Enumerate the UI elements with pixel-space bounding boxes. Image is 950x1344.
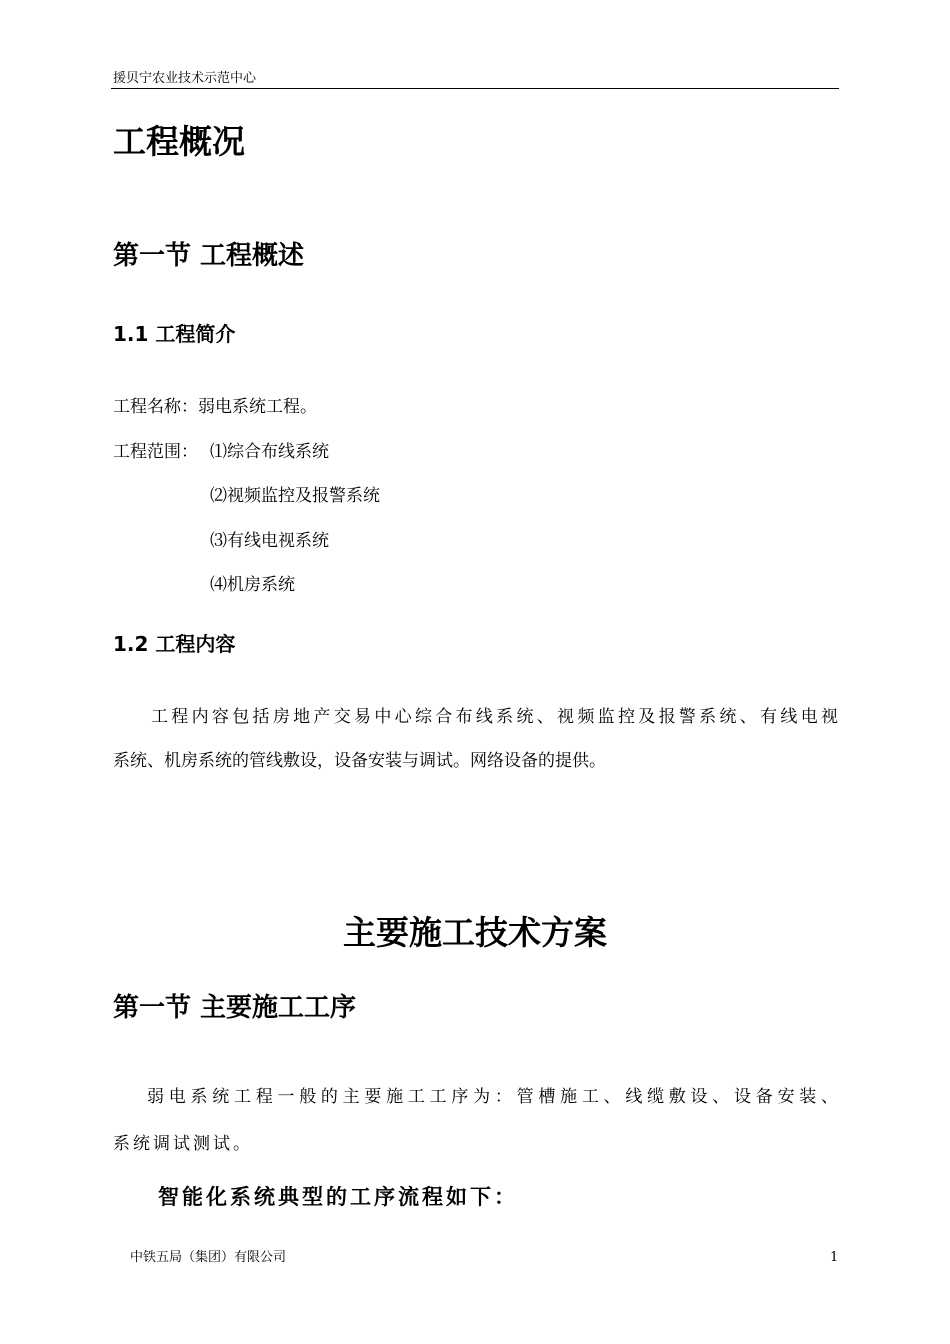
procedures-paragraph-line: 弱电系统工程一般的主要施工工序为：管槽施工、线缆敷设、设备安装、 — [147, 1087, 838, 1107]
section-title: 第一节 工程概述 — [113, 241, 305, 271]
subsection-title-content: 1.2 工程内容 — [113, 632, 236, 656]
procedures-paragraph-line: 系统调试测试。 — [113, 1134, 253, 1154]
scope-item: ⑵视频监控及报警系统 — [210, 486, 380, 506]
page-number: 1 — [830, 1250, 839, 1265]
chapter-title: 工程概况 — [113, 122, 245, 161]
subsection-title-intro: 1.1 工程简介 — [113, 322, 236, 346]
header-rule — [111, 88, 839, 89]
scope-item: ⑴综合布线系统 — [210, 442, 329, 462]
chapter-title-construction: 主要施工技术方案 — [343, 913, 607, 952]
flow-title: 智能化系统典型的工序流程如下： — [158, 1185, 518, 1209]
running-footer: 中铁五局（集团）有限公司 — [130, 1250, 287, 1265]
project-scope-label: 工程范围： — [113, 442, 198, 462]
scope-item: ⑷机房系统 — [210, 575, 295, 595]
project-name-line: 工程名称：弱电系统工程。 — [113, 397, 317, 417]
content-paragraph-line: 工程内容包括房地产交易中心综合布线系统、视频监控及报警系统、有线电视 — [151, 707, 838, 727]
section-title-procedures: 第一节 主要施工工序 — [113, 993, 357, 1023]
running-header: 援贝宁农业技术示范中心 — [113, 71, 257, 86]
content-paragraph-line: 系统、机房系统的管线敷设，设备安装与调试。网络设备的提供。 — [113, 751, 606, 771]
scope-item: ⑶有线电视系统 — [210, 531, 329, 551]
